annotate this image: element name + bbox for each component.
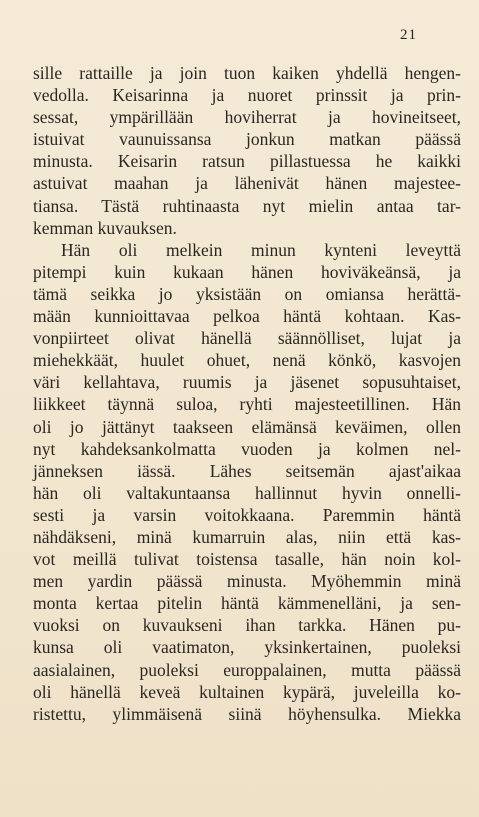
text-line: kunsa oli vaatimaton, yksinkertainen, puoleksi: [33, 637, 461, 658]
text-line: nähdäkseni, minä kumarruin alas, niin että kas-: [33, 526, 461, 547]
text-line: sille rattaille ja join tuon kaiken yhdellä hengen-: [33, 63, 461, 83]
text-line: tämä seikka jo yksistään on omiansa herättä-: [33, 283, 461, 304]
text-line: väri kellahtava, ruumis ja jäsenet sopusuhtaiset,: [33, 372, 461, 393]
text-line: mään kunnioittavaa pelkoa häntä kohtaan. Kas-: [33, 306, 461, 327]
body-text: [33, 62, 461, 725]
text-line: men yardin päässä minusta. Myöhemmin minä: [33, 571, 461, 592]
text-line: vuoksi on kuvaukseni ihan tarkka. Hänen pu-: [33, 615, 461, 636]
page-number: 21: [400, 27, 417, 43]
text-line: nyt kahdeksankolmatta vuoden ja kolmen nel-: [33, 438, 461, 459]
text-line: hän oli valtakuntaansa hallinnut hyvin onnelli-: [33, 482, 461, 503]
text-line: pitempi kuin kukaan hänen hoviväkeänsä, ja: [33, 261, 461, 282]
text-line: vedolla. Keisarinna ja nuoret prinssit ja prin-: [33, 85, 461, 106]
text-line: jänneksen iässä. Lähes seitsemän ajast'aikaa: [33, 460, 461, 481]
text-line: sesti ja varsin voitokkaana. Paremmin häntä: [33, 504, 461, 525]
text-line: kemman kuvauksen.: [33, 217, 177, 238]
text-line: ristettu, ylimmäisenä siinä höyhensulka. Miekka: [33, 703, 461, 724]
text-line: vonpiirteet olivat hänellä säännölliset, lujat ja: [33, 328, 461, 349]
text-line: vot meillä tulivat toistensa tasalle, hän noin kol-: [33, 549, 461, 570]
text-line: miehekkäät, huulet ohuet, nenä könkö, kasvojen: [33, 350, 461, 371]
text-line: sessat, ympärillään hoviherrat ja hovineitseet,: [33, 107, 461, 128]
text-line: tiansa. Tästä ruhtinaasta nyt mielin antaa tar-: [33, 195, 461, 216]
text-line: astuivat maahan ja lähenivät hänen majestee-: [33, 173, 461, 194]
text-line: oli hänellä keveä kultainen kypärä, juveleilla ko-: [33, 681, 461, 702]
text-line: oli jo jättänyt taakseen elämänsä keväimen, ollen: [33, 416, 461, 437]
text-line: monta kertaa pitelin häntä kämmenelläni, ja sen-: [33, 593, 461, 614]
text-line: istuivat vaunuissansa jonkun matkan päässä: [33, 129, 461, 150]
text-line: minusta. Keisarin ratsun pillastuessa he kaikki: [33, 151, 461, 172]
text-line: Hän oli melkein minun kynteni leveyttä: [61, 239, 461, 260]
text-line: aasialainen, puoleksi europpalainen, mutta päässä: [33, 659, 461, 680]
text-line: liikkeet täynnä suloa, ryhti majesteetillinen. Hän: [33, 394, 461, 415]
